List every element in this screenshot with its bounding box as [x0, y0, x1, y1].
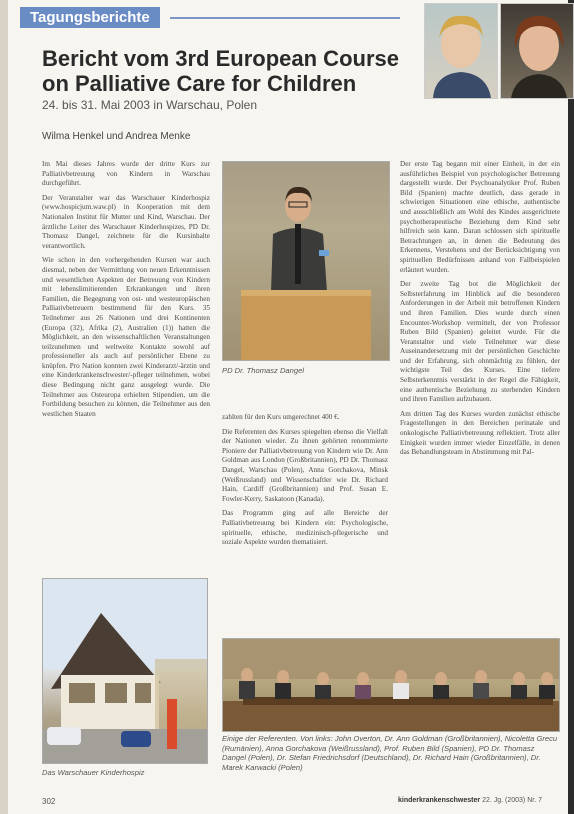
paragraph: Im Mai dieses Jahres wurde der dritte Kurs zur Palliativbetreuung von Kindern in Warschau durchgeführt.	[42, 160, 210, 188]
paragraph: Die Referenten des Kurses spiegelten ebenso die Vielfalt der Nationen wieder. Zu ihnen gehörten renommierte Pioniere der Palliativbetreuung von Kindern wie Dr. Ann Goldman aus London (Großbritannien), PD Dr. Thomasz Dangel, Warschau (Polen), Anna Gorchakova, Minsk (Weißrussland) und Wissenschaftler wie Dr. Richard Hain, Cardiff (Großbritannien) und Prof. Susan E. Fowler-Kerry, Saskatoon (Kanada).	[222, 427, 388, 503]
portrait-photo-1	[425, 4, 497, 98]
hospice-caption: Das Warschauer Kinderhospiz	[42, 768, 145, 777]
paragraph: Das Programm ging auf alle Bereiche der Palliativbetreuung bei Kindern ein: Psychologische, spirituelle, ethische, medizinisch-pflegerische und soziale Aspekte wurden thematisiert.	[222, 509, 388, 547]
author-portrait-1	[424, 3, 498, 99]
paragraph: Der Veranstalter war das Warschauer Kinderhospiz (www.hospicjum.waw.pl) in Kooperation mit dem Nationalen Institut für Mutter und Kind, Warschau. Der ärztliche Leiter des Warschauer Kinderhospizes, PD Dr. Thomasz Dangel, zeichnete für die Kursinhalte verantwortlich.	[42, 193, 210, 250]
paragraph: Der zweite Tag bot die Möglichkeit der Selbsterfahrung im Hinblick auf die besonderen Anforderungen in der Arbeit mit betroffenen Kindern und ihren Familien. Dies wurde durch einen Encounter-Workshop vermittelt, der von Professor Ruben Bild (Spanien) geleitet wurde. Für die Veranstalter und viele Teilnehmer war diese Auseinandersetzung mit der persönlichen Geschichte und der Erfahrung, sich ohnmächtig zu fühlen, der wichtigste Teil des Kurses. Eine tiefere Selbsterkenntnis verstärkt in der Regel die Fähigkeit, eine authentische Beziehung zu sterbenden Kindern und ihren Familien aufzubauen.	[400, 280, 560, 404]
article-column-3	[400, 160, 560, 463]
article-column-2	[222, 413, 388, 553]
magazine-footer	[398, 797, 542, 804]
article-authors: Wilma Henkel und Andrea Menke	[42, 131, 191, 142]
paragraph: Wie schon in den vorhergehenden Kursen war auch diesmal, neben der Vermittlung von neuen Erkenntnissen und wesentlichen Aspekten der Betreuung von Kindern mit lebenslimitierenden Erkrankungen und ihren Familien, die Begegnung von ost- und westeuropäischen Palliativbetreuern bestimmend für den Kurs. 35 Teilnehmer aus 26 Nationen und drei Kontinenten (Europa (32), Afrika (2), Australien (1)) hatten die Möglichkeit, an den wissenschaftlichen Veranstaltungen teilzunehmen und weltweite Kontakte sowohl auf professioneller als auch auf persönlicher Ebene zu knüpfen. Pro Nation konnten zwei Kinderarzt/-ärztin und eine Kinderkrankenschwester/-pfleger teilnehmen, wobei diese Bedingung nicht ganz ausgelegt wurde. Die Teilnehmer aus Osteuropa erhielten Stipendien, um die Fortbildung besuchen zu können, die Teilnehmer aus den westlichen Staaten	[42, 256, 210, 418]
section-tag: Tagungsberichte	[20, 7, 160, 28]
panel-photo	[222, 638, 560, 732]
magazine-issue: 22. Jg. (2003) Nr. 7	[482, 797, 542, 804]
paragraph: Am dritten Tag des Kurses wurden zunächst ethische Fragestellungen in den Bereichen perinatale und onkologische Palliativbetreuung reflektiert. Trotz aller Einigkeit wurden immer wieder Einzelfälle, in denen das Behandlungsteam in Abstimmung mit Pal-	[400, 409, 560, 457]
article-column-1	[42, 160, 210, 424]
speaker-caption: PD Dr. Thomasz Dangel	[222, 366, 305, 375]
section-rule	[170, 17, 400, 19]
panel-illustration	[223, 639, 559, 731]
hospice-illustration	[43, 579, 207, 763]
speaker-photo	[222, 161, 390, 361]
speaker-illustration	[223, 162, 389, 360]
author-portrait-2	[500, 3, 574, 99]
page-right-edge	[568, 0, 574, 814]
paragraph: zahlten für den Kurs umgerechnet 400 €.	[222, 413, 340, 421]
panel-caption: Einige der Referenten. Von links: John Overton, Dr. Ann Goldman (Großbritannien), Nicoletta Grecu (Rumänien), Anna Gorchakova (Weißrussland), Prof. Ruben Bild (Spanien), PD Dr. Thomasz Dangel (Polen), Dr. Stefan Friedrichsdorf (Deutschland), Dr. Richard Hain (Großbritannien), Dr. Marek Karwacki (Polen)	[222, 734, 558, 772]
hospice-photo	[42, 578, 208, 764]
page-number: 302	[42, 797, 56, 806]
portrait-photo-2	[501, 4, 573, 98]
article-title: Bericht vom 3rd European Course on Palliative Care for Children	[42, 46, 399, 96]
article-subtitle: 24. bis 31. Mai 2003 in Warschau, Polen	[42, 98, 258, 112]
page-binding-edge	[0, 0, 8, 814]
paragraph: Der erste Tag begann mit einer Einheit, in der ein ausführliches Beispiel von psychologischer Betreuung dargestellt wurde. Der Psychoanalytiker Prof. Ruben Bild (Spanien) machte deutlich, dass gerade in schwierigen Situationen eine ethische, authentische und ausschließlich am Wohl des Kindes ausgerichtete psychotherapeutische Beziehung dem Kind sehr hilfreich sein kann. Daran schlossen sich spirituelle Betrachtungen an, in denen die Bedeutung des Erkennens, Verstehens und der Berücksichtigung von spirituellen Bedürfnissen anhand von Fallbeispielen erläutert wurden.	[400, 160, 560, 274]
magazine-name: kinderkrankenschwester	[398, 797, 481, 804]
